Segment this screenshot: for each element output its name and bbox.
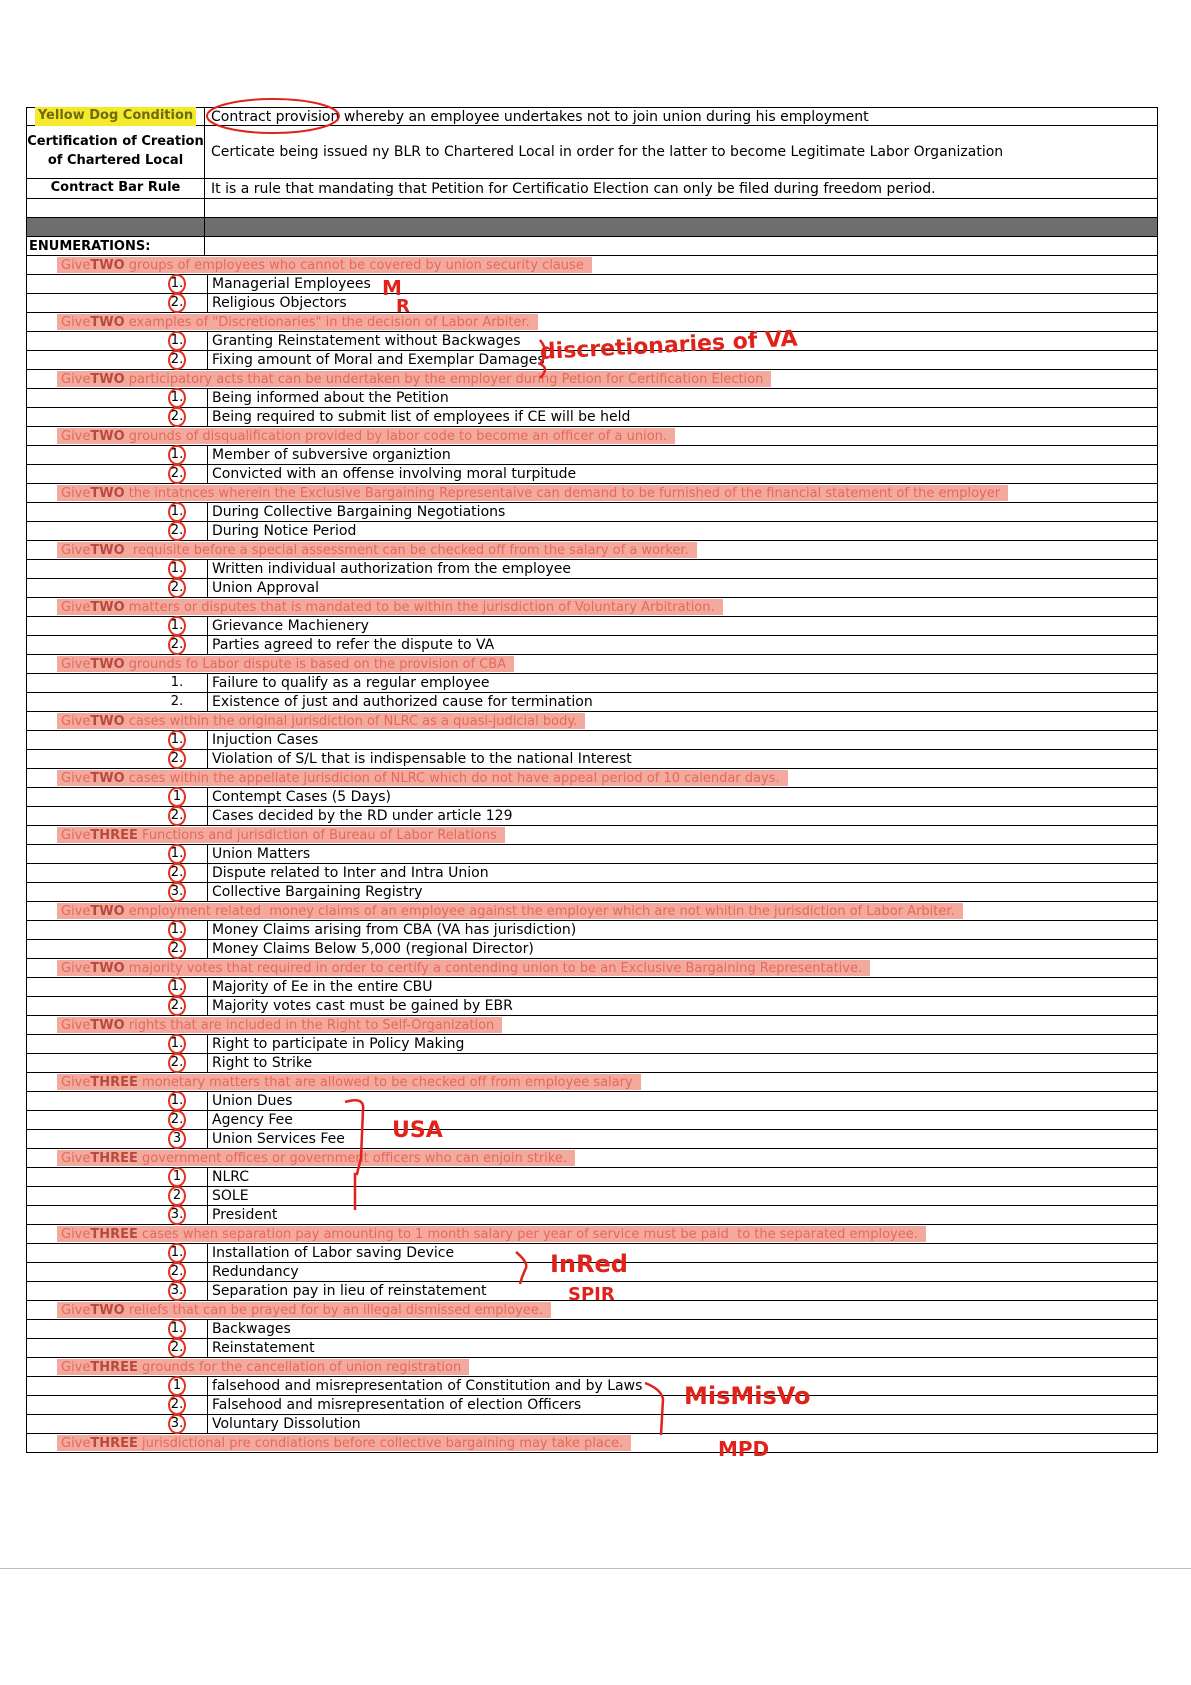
question-text: government offices or government officers who can enjoin strike. — [137, 1150, 567, 1166]
answer-text: Right to Strike — [207, 1054, 312, 1072]
question-text: Functions and jurisdiction of Bureau of Labor Relations — [137, 827, 497, 843]
answer-text: Being informed about the Petition — [207, 389, 449, 407]
question-prefix: Give — [61, 770, 91, 786]
answer-text: President — [207, 1206, 277, 1224]
question-count: TWO — [90, 656, 125, 672]
question-prefix: Give — [61, 656, 91, 672]
answer-text: Reinstatement — [207, 1339, 315, 1357]
question-count: TWO — [90, 1017, 125, 1033]
answer-number: 2. — [168, 1262, 186, 1282]
answer-text: Violation of S/L that is indispensable to the national Interest — [207, 750, 632, 768]
definition-term: Certification of Creation of Chartered Local — [27, 126, 205, 178]
question-count: TWO — [90, 713, 125, 729]
question-count: TWO — [90, 903, 125, 919]
question-prefix: Give — [61, 371, 91, 387]
handwritten-note: R — [396, 296, 410, 317]
answer-number: 1. — [168, 844, 186, 864]
definition-term: Contract Bar Rule — [27, 179, 205, 198]
answer-text: Right to participate in Policy Making — [207, 1035, 464, 1053]
answer-text: Redundancy — [207, 1263, 299, 1281]
question-prefix: Give — [61, 542, 91, 558]
answer-text: Grievance Machienery — [207, 617, 369, 635]
answer-number: 1 — [168, 1167, 186, 1187]
question-prefix: Give — [61, 1359, 91, 1375]
question-text: groups of employees who cannot be covered by union security clause — [124, 257, 584, 273]
answer-number: 3 — [168, 1129, 186, 1149]
question-text: the intatnces wherein the Exclusive Bargaining Representaive can demand to be furnished of the financial statement of the employer — [124, 485, 1001, 501]
answer-number: 2. — [168, 939, 186, 959]
question-prefix: Give — [61, 960, 91, 976]
handwritten-note: discretionaries of VA — [539, 326, 799, 365]
question-prefix: Give — [61, 1226, 91, 1242]
question-text: requisite before a special assessment can be checked off from the salary of a worker. — [124, 542, 689, 558]
answer-number: 1. — [168, 730, 186, 750]
question-count: THREE — [90, 827, 138, 843]
question-prefix: Give — [61, 485, 91, 501]
answer-number: 1. — [168, 616, 186, 636]
question-prefix: Give — [61, 1074, 91, 1090]
question-text: monetary matters that are allowed to be checked off from employee salary — [137, 1074, 633, 1090]
answer-number: 3. — [168, 882, 186, 902]
question-text: cases within the original jurisdiction of NLRC as a quasi-judicial body. — [124, 713, 578, 729]
answer-number: 1. — [168, 920, 186, 940]
definition-text: It is a rule that mandating that Petition for Certificatio Election can only be filed during freedom period. — [211, 180, 936, 197]
answer-number: 2. — [168, 996, 186, 1016]
question-text: examples of "Discretionaries" in the decision of Labor Arbiter. — [124, 314, 530, 330]
question-prefix: Give — [61, 314, 91, 330]
question-text: employment related money claims of an employee against the employer which are not whitin the jurisdiction of Labor Arbiter. — [124, 903, 955, 919]
answer-number: 2. — [168, 293, 186, 313]
question-count: TWO — [90, 770, 125, 786]
question-count: THREE — [90, 1226, 138, 1242]
answer-text: falsehood and misrepresentation of Constitution and by Laws — [207, 1377, 642, 1395]
question-prefix: Give — [61, 903, 91, 919]
answer-number: 1. — [168, 1034, 186, 1054]
question-prefix: Give — [61, 713, 91, 729]
answer-number: 1. — [168, 1319, 186, 1339]
answer-text: During Collective Bargaining Negotiations — [207, 503, 505, 521]
answer-number: 1. — [168, 388, 186, 408]
answer-number: 1. — [168, 559, 186, 579]
answer-number: 1. — [168, 331, 186, 351]
question-text: majority votes that required in order to certify a contending union to be an Exclusive Bargaining Representative. — [124, 960, 863, 976]
answer-number: 2. — [168, 635, 186, 655]
answer-number: 2. — [168, 1395, 186, 1415]
answer-number: 1 — [168, 787, 186, 807]
question-text: matters or disputes that is mandated to be within the jurisdiction of Voluntary Arbitration. — [124, 599, 715, 615]
answer-number: 2 — [168, 1186, 186, 1206]
question-count: TWO — [90, 371, 125, 387]
answer-text: Voluntary Dissolution — [207, 1415, 361, 1433]
answer-text: SOLE — [207, 1187, 249, 1205]
definition-term: Yellow Dog Condition — [35, 107, 196, 126]
question-prefix: Give — [61, 599, 91, 615]
answer-number: 1. — [168, 502, 186, 522]
question-text: jurisdictional pre condiations before collective bargaining may take place. — [137, 1435, 624, 1451]
question-count: THREE — [90, 1150, 138, 1166]
question-text: rights that are included in the Right to Self-Organization — [124, 1017, 495, 1033]
answer-text: Cases decided by the RD under article 129 — [207, 807, 512, 825]
question-count: TWO — [90, 428, 125, 444]
answer-text: Union Dues — [207, 1092, 292, 1110]
answer-number: 1. — [168, 274, 186, 294]
question-prefix: Give — [61, 257, 91, 273]
question-text: participatory acts that can be undertaken by the employer during Petion for Certification Election — [124, 371, 764, 387]
answer-number: 2. — [168, 749, 186, 769]
question-count: TWO — [90, 1302, 125, 1318]
answer-number: 2. — [168, 806, 186, 826]
answer-number: 2. — [170, 694, 184, 709]
answer-text: Dispute related to Inter and Intra Union — [207, 864, 489, 882]
answer-number: 2. — [168, 407, 186, 427]
answer-text: Union Matters — [207, 845, 310, 863]
question-count: TWO — [90, 960, 125, 976]
question-count: TWO — [90, 542, 125, 558]
question-count: TWO — [90, 314, 125, 330]
answer-number: 2. — [168, 1053, 186, 1073]
answer-text: Contempt Cases (5 Days) — [207, 788, 391, 806]
answer-text: Member of subversive organiztion — [207, 446, 451, 464]
question-count: THREE — [90, 1074, 138, 1090]
question-prefix: Give — [61, 1302, 91, 1318]
answer-text: Union Services Fee — [207, 1130, 345, 1148]
answer-text: Existence of just and authorized cause for termination — [207, 693, 593, 711]
answer-number: 1. — [168, 1243, 186, 1263]
answer-number: 2. — [168, 521, 186, 541]
answer-text: Union Approval — [207, 579, 319, 597]
answer-number: 1. — [168, 445, 186, 465]
answer-text: Granting Reinstatement without Backwages — [207, 332, 521, 350]
answer-text: Separation pay in lieu of reinstatement — [207, 1282, 487, 1300]
question-prefix: Give — [61, 1150, 91, 1166]
answer-text: Collective Bargaining Registry — [207, 883, 423, 901]
question-text: cases within the appellate jurisdicion of NLRC which do not have appeal period of 10 calendar days. — [124, 770, 780, 786]
question-text: grounds of disqualification provided by labor code to become an officer of a union. — [124, 428, 668, 444]
answer-number: 3. — [168, 1205, 186, 1225]
question-count: TWO — [90, 257, 125, 273]
handwritten-note: MisMisVo — [684, 1382, 811, 1410]
answer-text: Majority of Ee in the entire CBU — [207, 978, 432, 996]
answer-text: Parties agreed to refer the dispute to VA — [207, 636, 494, 654]
question-text: grounds fo Labor dispute is based on the provision of CBA — [124, 656, 507, 672]
answer-text: Money Claims Below 5,000 (regional Director) — [207, 940, 534, 958]
handwritten-note: InRed — [550, 1250, 628, 1278]
answer-text: Majority votes cast must be gained by EBR — [207, 997, 513, 1015]
answer-text: Managerial Employees — [207, 275, 371, 293]
question-count: TWO — [90, 599, 125, 615]
definition-text: Contract provision whereby an employee undertakes not to join union during his employment — [211, 108, 869, 125]
handwritten-note: MPD — [718, 1437, 770, 1461]
question-count: THREE — [90, 1435, 138, 1451]
answer-text: Agency Fee — [207, 1111, 293, 1129]
question-text: grounds for the cancellation of union registration — [137, 1359, 462, 1375]
answer-text: Falsehood and misrepresentation of election Officers — [207, 1396, 581, 1414]
question-prefix: Give — [61, 1017, 91, 1033]
answer-number: 2. — [168, 464, 186, 484]
answer-text: Backwages — [207, 1320, 291, 1338]
answer-number: 2. — [168, 350, 186, 370]
answer-text: During Notice Period — [207, 522, 356, 540]
answer-number: 1. — [170, 675, 184, 690]
answer-text: Being required to submit list of employees if CE will be held — [207, 408, 630, 426]
answer-number: 3. — [168, 1414, 186, 1434]
question-prefix: Give — [61, 827, 91, 843]
handwritten-note: USA — [392, 1118, 443, 1143]
handwritten-note: SPIR — [568, 1284, 615, 1305]
answer-text: Fixing amount of Moral and Exemplar Damages — [207, 351, 545, 369]
question-count: TWO — [90, 485, 125, 501]
question-text: reliefs that can be prayed for by an illegal dismissed employee. — [124, 1302, 543, 1318]
answer-text: Installation of Labor saving Device — [207, 1244, 454, 1262]
answer-text: Religious Objectors — [207, 294, 347, 312]
answer-text: Failure to qualify as a regular employee — [207, 674, 490, 692]
answer-text: Money Claims arising from CBA (VA has jurisdiction) — [207, 921, 576, 939]
page-divider — [0, 1568, 1191, 1569]
answer-text: Injuction Cases — [207, 731, 318, 749]
question-prefix: Give — [61, 428, 91, 444]
answer-number: 1. — [168, 1091, 186, 1111]
definition-text: Certicate being issued ny BLR to Chartered Local in order for the latter to become Legitimate Labor Organization — [211, 144, 1004, 160]
answer-number: 2. — [168, 578, 186, 598]
answer-number: 2. — [168, 863, 186, 883]
question-text: cases when separation pay amounting to 1 month salary per year of service must be paid to the separated employee. — [137, 1226, 918, 1242]
answer-number: 1 — [168, 1376, 186, 1396]
question-prefix: Give — [61, 1435, 91, 1451]
enumerations-label: ENUMERATIONS: — [29, 238, 151, 254]
answer-text: NLRC — [207, 1168, 249, 1186]
answer-number: 2. — [168, 1110, 186, 1130]
answer-number: 1. — [168, 977, 186, 997]
handwritten-note: M — [382, 276, 402, 300]
answer-number: 2. — [168, 1338, 186, 1358]
answer-text: Written individual authorization from the employee — [207, 560, 571, 578]
answer-text: Convicted with an offense involving moral turpitude — [207, 465, 576, 483]
question-count: THREE — [90, 1359, 138, 1375]
answer-number: 3. — [168, 1281, 186, 1301]
